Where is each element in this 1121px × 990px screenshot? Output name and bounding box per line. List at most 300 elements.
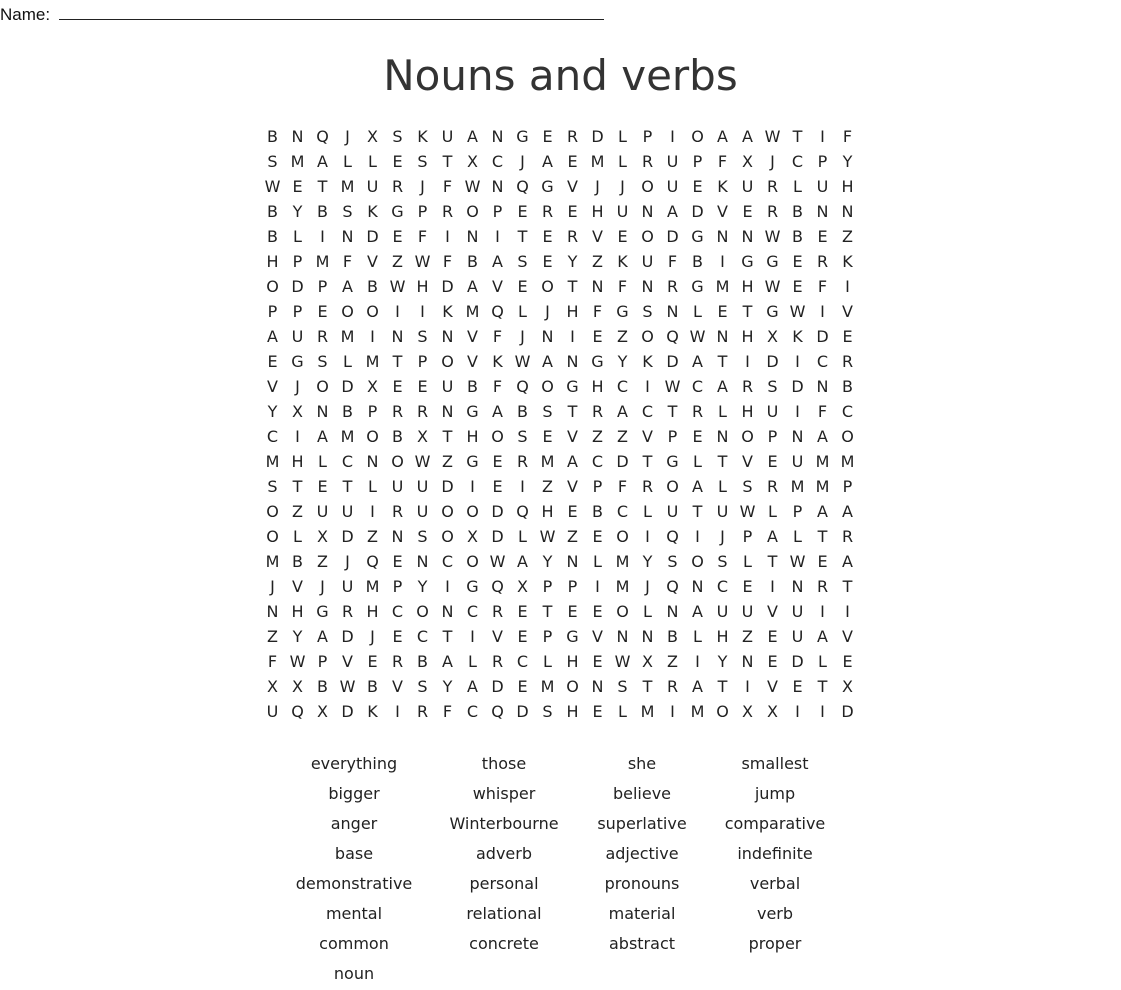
grid-row	[260, 574, 860, 599]
grid-letter: G	[291, 352, 304, 371]
grid-letter: O	[641, 327, 654, 346]
grid-letter: S	[417, 152, 428, 171]
grid-letter: A	[692, 352, 703, 371]
grid-letter: H	[566, 302, 579, 321]
grid-letter: E	[542, 227, 553, 246]
grid-letter: U	[816, 177, 829, 196]
grid-letter: X	[767, 702, 778, 721]
grid-letter: F	[442, 177, 453, 196]
grid-letter: N	[641, 202, 654, 221]
word-bank-item: she	[627, 754, 657, 773]
grid-letter: I	[770, 577, 775, 596]
grid-letter: X	[267, 677, 278, 696]
grid-letter: N	[566, 552, 579, 571]
grid-letter: L	[643, 502, 652, 521]
grid-letter: V	[642, 427, 653, 446]
grid-letter: E	[617, 227, 628, 246]
grid-letter: I	[520, 477, 525, 496]
grid-letter: G	[566, 377, 579, 396]
grid-letter: B	[267, 227, 278, 246]
grid-letter: A	[317, 152, 328, 171]
grid-letter: M	[840, 452, 855, 471]
grid-letter: I	[420, 302, 425, 321]
grid-letter: R	[441, 202, 454, 221]
word-bank-item: bigger	[328, 784, 380, 803]
grid-letter: X	[367, 127, 378, 146]
grid-letter: M	[315, 252, 330, 271]
word-row	[0, 900, 1121, 930]
grid-letter: K	[617, 252, 628, 271]
grid-letter: N	[741, 652, 754, 671]
grid-letter: Z	[592, 427, 603, 446]
grid-letter: G	[591, 352, 604, 371]
grid-row	[260, 224, 860, 249]
grid-letter: J	[370, 627, 375, 646]
grid-letter: O	[616, 527, 629, 546]
grid-row	[260, 249, 860, 274]
grid-letter: I	[820, 602, 825, 621]
grid-letter: E	[517, 202, 528, 221]
page-title: Nouns and verbs	[383, 51, 738, 100]
grid-letter: W	[764, 127, 781, 146]
grid-letter: I	[445, 227, 450, 246]
grid-letter: V	[742, 452, 753, 471]
grid-letter: B	[392, 427, 403, 446]
grid-letter: Q	[516, 377, 529, 396]
grid-letter: L	[318, 452, 327, 471]
grid-letter: D	[341, 527, 354, 546]
grid-row	[260, 624, 860, 649]
grid-letter: B	[317, 202, 328, 221]
grid-letter: Y	[542, 552, 553, 571]
grid-letter: H	[716, 627, 729, 646]
word-bank-item: relational	[466, 904, 542, 923]
grid-letter: I	[820, 127, 825, 146]
grid-letter: P	[842, 477, 853, 496]
grid-letter: T	[292, 477, 303, 496]
grid-letter: N	[391, 327, 404, 346]
grid-letter: Y	[567, 252, 578, 271]
grid-letter: W	[764, 277, 781, 296]
grid-letter: O	[691, 127, 704, 146]
grid-letter: N	[441, 402, 454, 421]
grid-letter: Z	[442, 452, 453, 471]
grid-row	[260, 549, 860, 574]
grid-letter: C	[616, 502, 629, 521]
grid-letter: T	[667, 402, 678, 421]
word-bank-item: those	[481, 754, 527, 773]
word-row	[0, 840, 1121, 870]
grid-letter: X	[467, 152, 478, 171]
grid-letter: G	[391, 202, 404, 221]
grid-letter: R	[316, 327, 329, 346]
grid-letter: A	[817, 627, 828, 646]
grid-letter: B	[367, 677, 378, 696]
grid-letter: R	[566, 127, 579, 146]
grid-letter: N	[716, 427, 729, 446]
grid-letter: V	[492, 277, 503, 296]
grid-letter: B	[792, 227, 803, 246]
grid-letter: D	[491, 502, 504, 521]
grid-letter: M	[365, 352, 380, 371]
grid-letter: S	[542, 402, 553, 421]
grid-letter: G	[466, 402, 479, 421]
grid-letter: E	[592, 527, 603, 546]
grid-letter: E	[367, 652, 378, 671]
grid-letter: E	[792, 677, 803, 696]
grid-letter: D	[591, 127, 604, 146]
grid-letter: E	[792, 277, 803, 296]
grid-letter: H	[416, 277, 429, 296]
grid-letter: Q	[491, 702, 504, 721]
grid-letter: U	[266, 702, 279, 721]
grid-letter: Z	[617, 427, 628, 446]
grid-letter: K	[367, 202, 378, 221]
grid-letter: L	[368, 477, 377, 496]
grid-letter: R	[666, 277, 679, 296]
grid-letter: O	[316, 377, 329, 396]
grid-letter: E	[317, 302, 328, 321]
grid-letter: A	[467, 677, 478, 696]
grid-letter: A	[567, 452, 578, 471]
word-bank-item: pronouns	[604, 874, 680, 893]
grid-letter: B	[317, 677, 328, 696]
word-bank-item: verbal	[749, 874, 801, 893]
grid-letter: W	[264, 177, 281, 196]
grid-letter: B	[467, 377, 478, 396]
grid-letter: V	[367, 252, 378, 271]
grid-letter: R	[641, 477, 654, 496]
word-row	[0, 930, 1121, 960]
grid-letter: Z	[317, 552, 328, 571]
grid-letter: S	[617, 677, 628, 696]
grid-letter: K	[492, 352, 503, 371]
grid-letter: Y	[842, 152, 853, 171]
grid-letter: U	[741, 602, 754, 621]
grid-letter: E	[742, 577, 753, 596]
grid-letter: C	[441, 552, 454, 571]
grid-letter: R	[841, 352, 854, 371]
grid-letter: O	[416, 602, 429, 621]
grid-letter: X	[317, 702, 328, 721]
grid-letter: U	[416, 477, 429, 496]
grid-letter: O	[566, 677, 579, 696]
grid-letter: R	[341, 602, 354, 621]
grid-letter: B	[692, 252, 703, 271]
word-bank-item: Winterbourne	[449, 814, 559, 833]
grid-letter: I	[695, 527, 700, 546]
grid-letter: E	[542, 427, 553, 446]
grid-letter: E	[517, 677, 528, 696]
grid-letter: M	[265, 552, 280, 571]
grid-letter: E	[817, 552, 828, 571]
grid-letter: V	[567, 177, 578, 196]
grid-letter: T	[442, 152, 453, 171]
grid-letter: D	[491, 527, 504, 546]
grid-letter: L	[793, 527, 802, 546]
grid-letter: T	[567, 277, 578, 296]
grid-letter: L	[643, 602, 652, 621]
grid-letter: T	[742, 302, 753, 321]
grid-letter: D	[341, 627, 354, 646]
grid-letter: O	[841, 427, 854, 446]
grid-letter: I	[320, 227, 325, 246]
word-bank-item: personal	[469, 874, 539, 893]
grid-letter: V	[267, 377, 278, 396]
grid-letter: N	[716, 327, 729, 346]
grid-letter: U	[791, 602, 804, 621]
grid-letter: G	[616, 302, 629, 321]
grid-letter: D	[791, 377, 804, 396]
grid-letter: R	[491, 602, 504, 621]
grid-letter: R	[416, 702, 429, 721]
grid-letter: C	[491, 152, 504, 171]
grid-letter: F	[817, 402, 828, 421]
grid-letter: C	[466, 702, 479, 721]
grid-letter: D	[666, 352, 679, 371]
grid-row	[260, 699, 860, 724]
grid-letter: R	[591, 402, 604, 421]
grid-letter: N	[566, 352, 579, 371]
grid-letter: E	[317, 477, 328, 496]
grid-letter: Y	[292, 627, 303, 646]
grid-letter: E	[392, 627, 403, 646]
grid-letter: T	[717, 452, 728, 471]
grid-letter: U	[291, 327, 304, 346]
grid-letter: F	[442, 702, 453, 721]
grid-letter: E	[567, 152, 578, 171]
grid-letter: Y	[442, 677, 453, 696]
grid-letter: N	[491, 177, 504, 196]
grid-letter: X	[317, 527, 328, 546]
grid-letter: M	[790, 477, 805, 496]
grid-letter: X	[367, 377, 378, 396]
grid-letter: T	[442, 427, 453, 446]
grid-letter: I	[795, 402, 800, 421]
grid-letter: R	[391, 402, 404, 421]
grid-letter: C	[341, 452, 354, 471]
grid-letter: A	[442, 652, 453, 671]
grid-letter: J	[545, 302, 550, 321]
grid-letter: X	[292, 402, 303, 421]
grid-letter: J	[620, 177, 625, 196]
grid-letter: I	[845, 602, 850, 621]
grid-letter: U	[666, 152, 679, 171]
grid-letter: Y	[642, 552, 653, 571]
grid-letter: A	[542, 352, 553, 371]
grid-letter: T	[342, 477, 353, 496]
grid-letter: L	[343, 352, 352, 371]
grid-letter: D	[366, 227, 379, 246]
grid-letter: A	[467, 277, 478, 296]
grid-letter: S	[317, 352, 328, 371]
grid-letter: O	[266, 527, 279, 546]
grid-letter: Z	[292, 502, 303, 521]
grid-letter: U	[666, 177, 679, 196]
grid-row	[260, 449, 860, 474]
grid-letter: U	[341, 577, 354, 596]
grid-letter: I	[570, 327, 575, 346]
grid-letter: W	[289, 652, 306, 671]
grid-letter: M	[365, 577, 380, 596]
grid-letter: P	[417, 352, 428, 371]
grid-letter: K	[642, 352, 653, 371]
grid-letter: T	[442, 627, 453, 646]
grid-letter: C	[816, 352, 829, 371]
grid-letter: O	[541, 277, 554, 296]
grid-letter: E	[567, 602, 578, 621]
grid-letter: H	[591, 377, 604, 396]
grid-letter: B	[592, 502, 603, 521]
grid-letter: L	[518, 302, 527, 321]
grid-letter: K	[367, 702, 378, 721]
grid-letter: J	[720, 527, 725, 546]
grid-letter: E	[567, 202, 578, 221]
grid-letter: V	[567, 477, 578, 496]
grid-letter: R	[766, 177, 779, 196]
grid-letter: D	[491, 677, 504, 696]
grid-letter: I	[695, 652, 700, 671]
grid-letter: M	[465, 302, 480, 321]
letter-grid	[260, 124, 860, 724]
grid-letter: G	[316, 602, 329, 621]
grid-letter: C	[466, 602, 479, 621]
grid-letter: B	[667, 627, 678, 646]
grid-letter: A	[317, 627, 328, 646]
grid-letter: Q	[666, 527, 679, 546]
grid-letter: O	[666, 477, 679, 496]
grid-letter: O	[466, 502, 479, 521]
grid-letter: A	[692, 602, 703, 621]
grid-letter: K	[442, 302, 453, 321]
grid-letter: R	[416, 402, 429, 421]
grid-letter: A	[517, 552, 528, 571]
grid-letter: N	[441, 602, 454, 621]
grid-letter: N	[641, 627, 654, 646]
grid-letter: L	[343, 152, 352, 171]
grid-letter: F	[592, 302, 603, 321]
word-bank-item: common	[319, 934, 389, 953]
grid-letter: L	[693, 627, 702, 646]
word-row	[0, 810, 1121, 840]
grid-letter: E	[517, 277, 528, 296]
grid-letter: P	[367, 402, 378, 421]
grid-letter: R	[391, 502, 404, 521]
grid-letter: N	[491, 127, 504, 146]
grid-letter: N	[691, 577, 704, 596]
grid-letter: L	[593, 552, 602, 571]
grid-letter: V	[392, 677, 403, 696]
grid-letter: M	[615, 577, 630, 596]
grid-letter: E	[592, 652, 603, 671]
grid-row	[260, 149, 860, 174]
grid-letter: P	[267, 302, 278, 321]
grid-letter: C	[516, 652, 529, 671]
grid-letter: L	[618, 127, 627, 146]
grid-letter: Q	[666, 327, 679, 346]
grid-letter: E	[842, 327, 853, 346]
grid-letter: T	[792, 127, 803, 146]
grid-letter: Z	[392, 252, 403, 271]
grid-letter: Y	[267, 402, 278, 421]
grid-letter: I	[820, 702, 825, 721]
grid-letter: W	[414, 252, 431, 271]
grid-letter: L	[618, 702, 627, 721]
grid-letter: R	[766, 202, 779, 221]
grid-letter: L	[518, 527, 527, 546]
grid-letter: X	[292, 677, 303, 696]
grid-letter: B	[417, 652, 428, 671]
grid-letter: O	[341, 302, 354, 321]
grid-letter: E	[767, 627, 778, 646]
grid-letter: T	[842, 577, 853, 596]
grid-letter: L	[468, 652, 477, 671]
grid-letter: E	[567, 502, 578, 521]
grid-letter: G	[466, 577, 479, 596]
word-bank-item: adverb	[475, 844, 532, 863]
grid-letter: D	[666, 227, 679, 246]
grid-letter: M	[540, 452, 555, 471]
grid-letter: N	[666, 302, 679, 321]
grid-letter: S	[417, 677, 428, 696]
grid-letter: P	[542, 577, 553, 596]
grid-letter: N	[591, 677, 604, 696]
grid-letter: B	[842, 377, 853, 396]
grid-letter: I	[295, 427, 300, 446]
grid-letter: N	[741, 227, 754, 246]
word-bank-item: mental	[325, 904, 383, 923]
grid-letter: N	[441, 327, 454, 346]
grid-letter: I	[470, 477, 475, 496]
grid-row	[260, 374, 860, 399]
grid-letter: I	[395, 702, 400, 721]
grid-letter: F	[442, 252, 453, 271]
grid-letter: S	[417, 327, 428, 346]
grid-letter: N	[641, 277, 654, 296]
grid-letter: C	[591, 452, 604, 471]
grid-letter: D	[516, 702, 529, 721]
grid-letter: C	[616, 377, 629, 396]
grid-row	[260, 274, 860, 299]
grid-letter: N	[841, 202, 854, 221]
grid-letter: E	[492, 477, 503, 496]
grid-letter: N	[666, 602, 679, 621]
grid-letter: P	[292, 302, 303, 321]
grid-letter: W	[789, 302, 806, 321]
grid-letter: L	[768, 502, 777, 521]
grid-letter: N	[466, 227, 479, 246]
grid-row	[260, 599, 860, 624]
grid-letter: U	[791, 452, 804, 471]
grid-letter: A	[667, 202, 678, 221]
grid-letter: W	[739, 502, 756, 521]
grid-letter: L	[793, 177, 802, 196]
grid-letter: Z	[842, 227, 853, 246]
grid-letter: O	[366, 302, 379, 321]
grid-letter: U	[716, 602, 729, 621]
grid-letter: G	[466, 452, 479, 471]
grid-letter: R	[841, 527, 854, 546]
grid-letter: F	[492, 327, 503, 346]
grid-letter: I	[795, 702, 800, 721]
grid-letter: D	[691, 202, 704, 221]
grid-letter: D	[441, 277, 454, 296]
grid-letter: I	[495, 227, 500, 246]
grid-letter: A	[842, 502, 853, 521]
grid-letter: R	[541, 202, 554, 221]
grid-letter: S	[667, 552, 678, 571]
grid-letter: A	[542, 152, 553, 171]
